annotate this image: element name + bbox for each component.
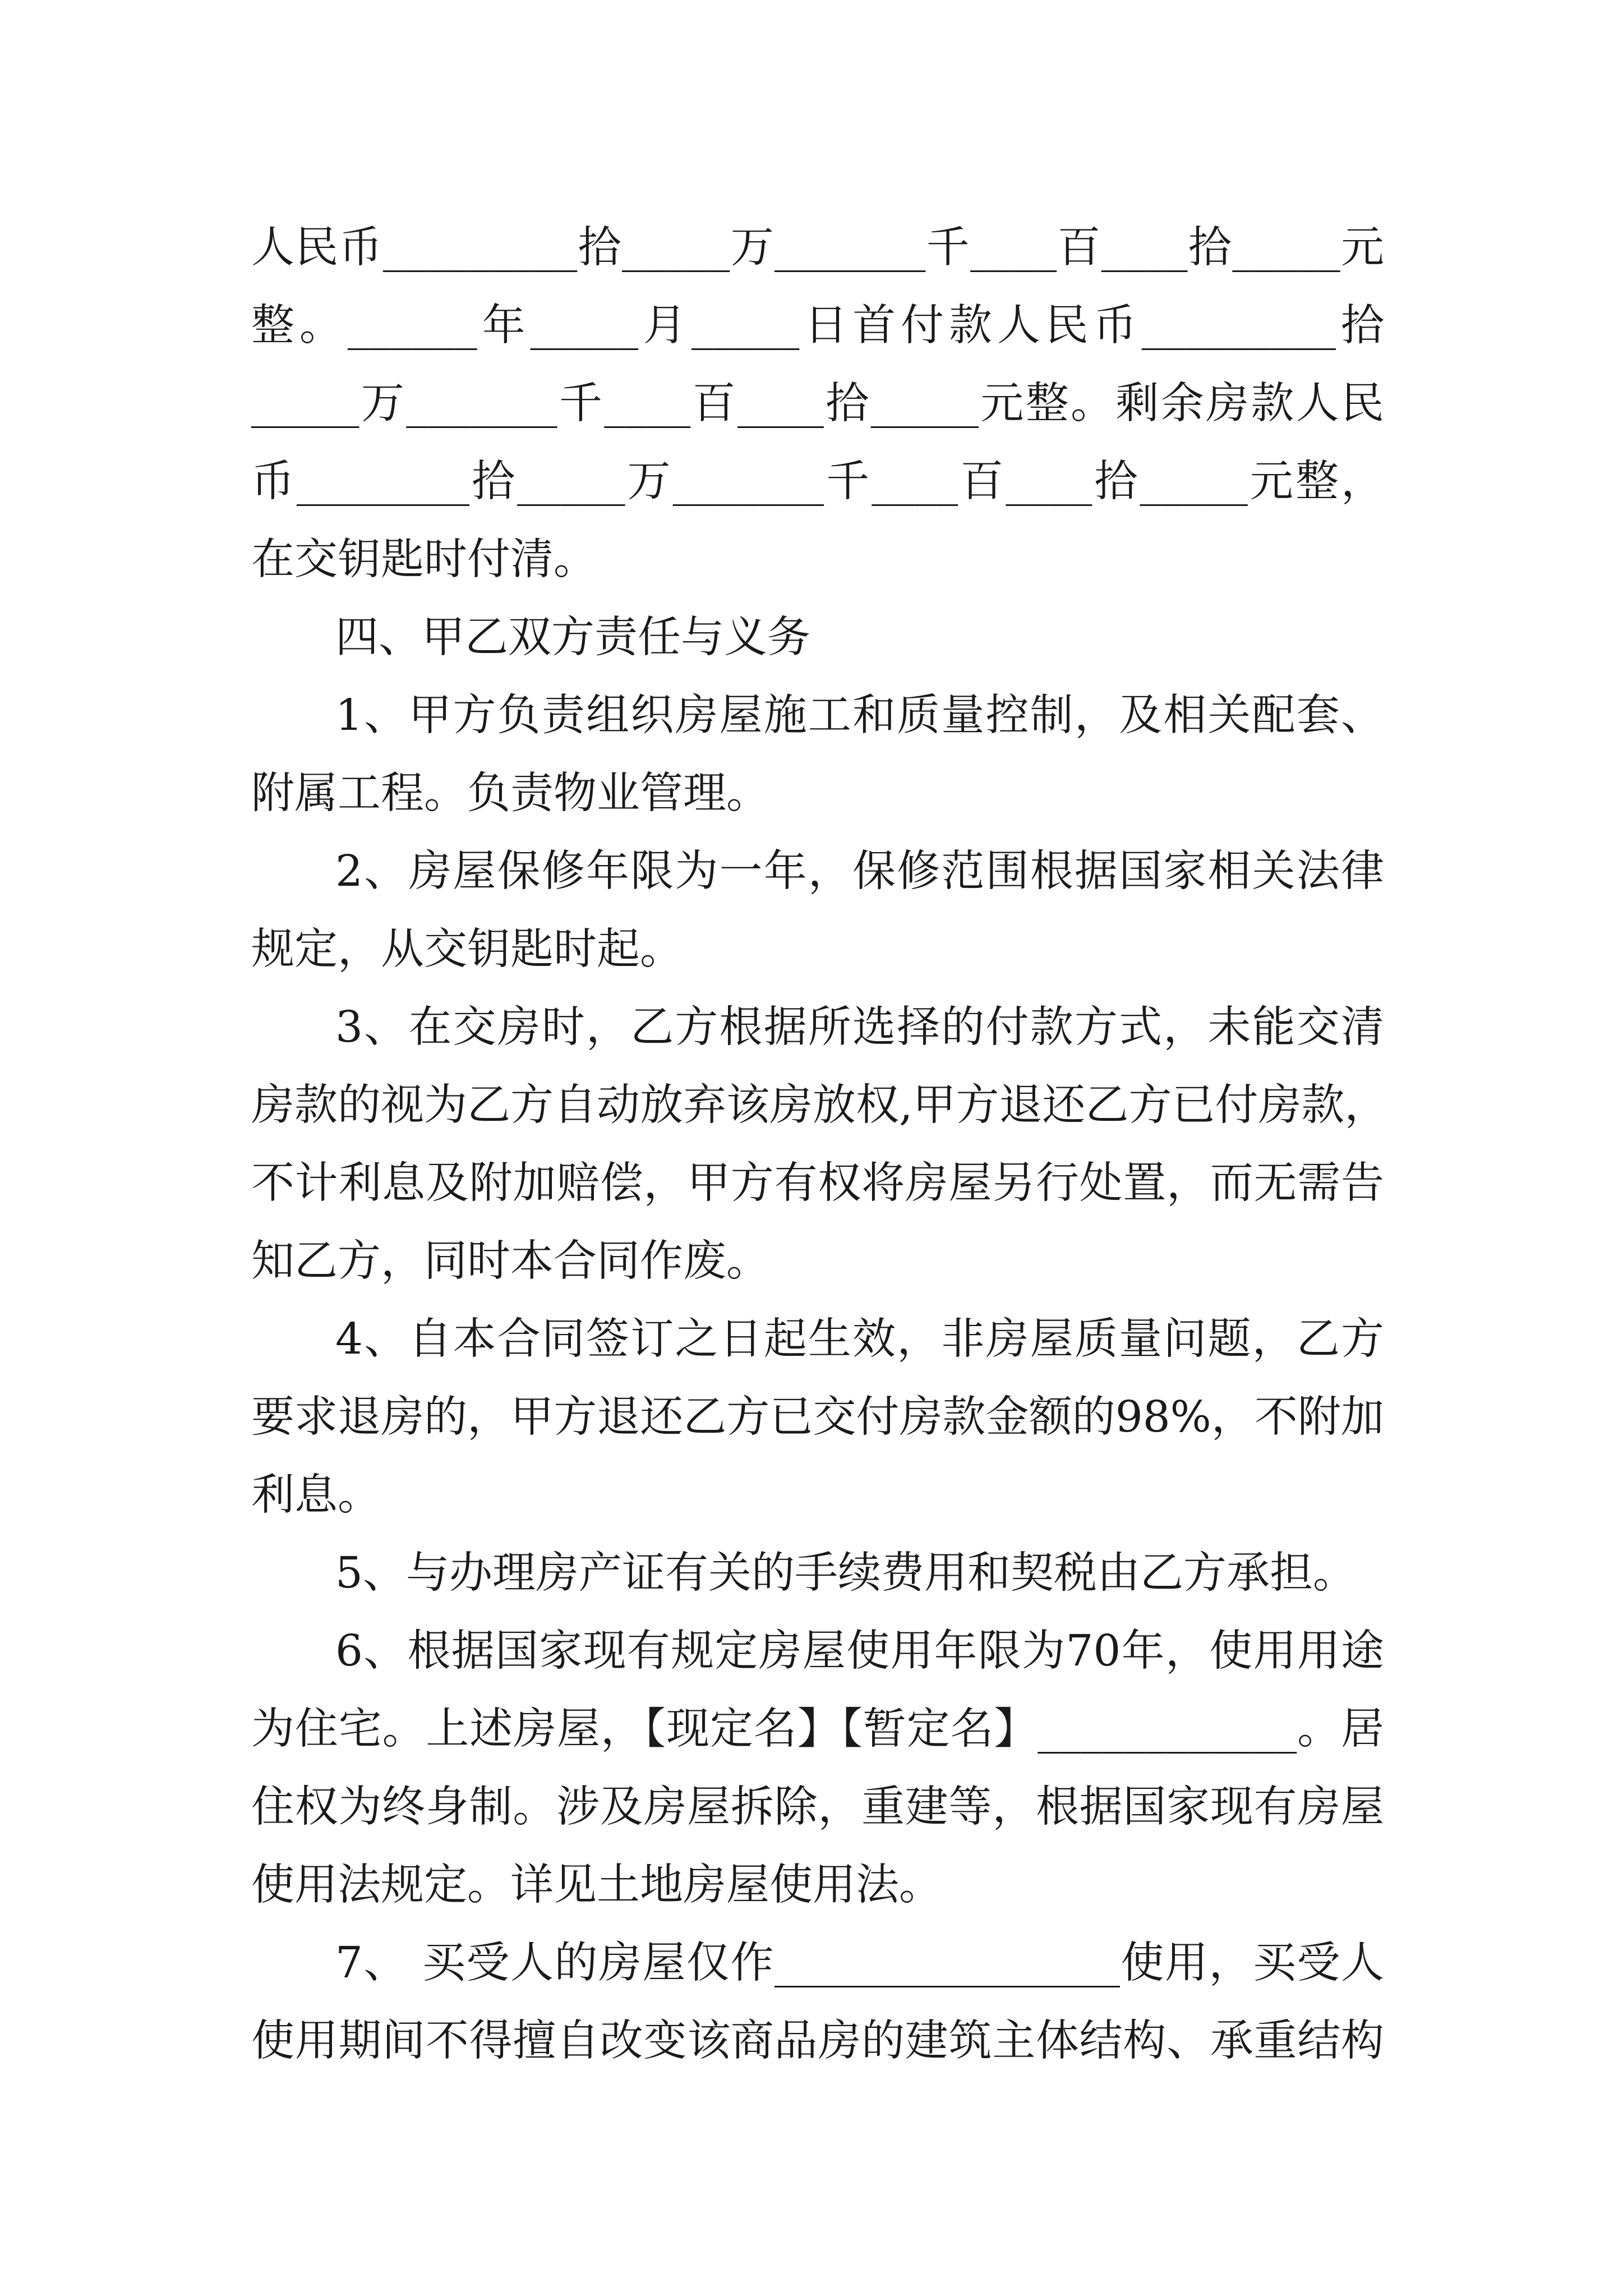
text-line: 不计利息及附加赔偿，甲方有权将房屋另行处置，而无需告	[251, 1158, 1384, 1208]
text-line: 在交钥匙时付清。	[251, 535, 597, 585]
text-line: 7、 买受人的房屋仅作________________使用，买受人	[335, 1938, 1384, 1988]
text-line: 利息。	[251, 1470, 381, 1520]
text-line: 5、与办理房产证有关的手续费用和契税由乙方承担。	[335, 1548, 1356, 1598]
text-line: _____万_______千____百____拾_____元整。剩余房款人民	[251, 379, 1384, 429]
text-line: 币________拾_____万_______千____百____拾_____元整，	[251, 457, 1384, 507]
text-line: 房款的视为乙方自动放弃该房放权,甲方退还乙方已付房款，	[251, 1080, 1388, 1130]
contract-text-body	[251, 209, 1388, 2080]
text-line: 1、甲方负责组织房屋施工和质量控制，及相关配套、	[335, 691, 1384, 740]
text-line: 要求退房的，甲方退还乙方已交付房款金额的98%，不附加	[251, 1392, 1384, 1442]
text-line: 人民币_________拾_____万_______千____百____拾_____元	[251, 223, 1384, 273]
text-line: 使用期间不得擅自改变该商品房的建筑主体结构、承重结构	[251, 2016, 1384, 2066]
text-line: 四、甲乙双方责任与义务	[335, 613, 810, 662]
text-line: 为住宅。上述房屋，【现定名】【暂定名】____________。居	[251, 1704, 1384, 1754]
text-line: 规定，从交钥匙时起。	[251, 924, 683, 974]
text-line: 4、自本合同签订之日起生效，非房屋质量问题，乙方	[335, 1314, 1384, 1364]
text-line: 6、根据国家现有规定房屋使用年限为70年，使用用途	[335, 1626, 1384, 1676]
text-line: 住权为终身制。涉及房屋拆除，重建等，根据国家现有房屋	[251, 1782, 1384, 1832]
text-line: 2、房屋保修年限为一年，保修范围根据国家相关法律	[335, 846, 1384, 896]
text-line: 附属工程。负责物业管理。	[251, 769, 769, 818]
text-line: 知乙方，同时本合同作废。	[251, 1236, 769, 1286]
text-line: 3、在交房时，乙方根据所选择的付款方式，未能交清	[335, 1002, 1384, 1052]
text-line: 使用法规定。详见土地房屋使用法。	[251, 1860, 942, 1910]
text-line: 整。______年_____月_____日首付款人民币_________拾	[251, 301, 1384, 351]
